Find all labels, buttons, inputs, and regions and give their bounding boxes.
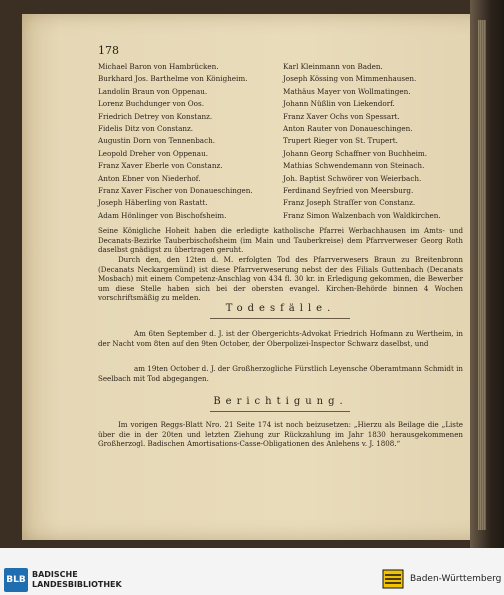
paragraph-berichtigung: Im vorigen Reggs-Blatt Nro. 21 Seite 174 ist noch beizusetzen: „Hierzu als Beilage die „Liste über die in der 20ten und letzten Ziehung zur Rückzahlung im Jahr 1830 herausgekommenen Großherzogl. Badischen Amortisations-Casse-Obligationen des Anlehens v. J. 1808.“ (98, 420, 463, 449)
name-row (98, 161, 463, 173)
library-name-line1: BADISCHE (32, 570, 78, 579)
name-right: Franz Simon Walzenbach von Waldkirchen. (283, 210, 441, 220)
divider (210, 411, 350, 412)
name-right: Trupert Rieger von St. Trupert. (283, 136, 398, 146)
name-left: Adam Hönlinger von Bischofsheim. (98, 210, 227, 220)
name-left: Franz Xaver Eberle von Constanz. (98, 161, 223, 171)
name-left: Burkhard Jos. Barthelme von Königheim. (98, 74, 248, 84)
name-row (98, 211, 463, 223)
heading-todesfaelle: Todesfälle. (225, 303, 336, 314)
heading-berichtigung: Berichtigung. (213, 396, 348, 407)
name-row (98, 186, 463, 198)
name-left: Leopold Dreher von Oppenau. (98, 148, 208, 158)
divider (210, 318, 350, 319)
name-left: Friedrich Detrey von Konstanz. (98, 111, 213, 121)
name-left: Franz Xaver Fischer von Donaueschingen. (98, 185, 253, 195)
library-name-line2: LANDESBIBLIOTHEK (32, 580, 122, 589)
name-row (98, 174, 463, 186)
name-row (98, 74, 463, 86)
name-right: Karl Kleinmann von Baden. (283, 62, 383, 71)
name-right: Joh. Baptist Schwörer von Weierbach. (283, 173, 422, 183)
paragraph-tod-pfarrverweser: Durch den, den 12ten d. M. erfolgten Tod des Pfarrverwesers Braun zu Breitenbronn (Decanats Neckargemünd) ist diese Pfarrverweserung nebst der des Filials Guttenbach (Decanats Mosbach) mit einem Competenz-Anschlag von 434 fl. 30 kr. in Erledigung gekommen, die Bewerber um diese Stelle haben sich bei der obersten evangel. Kirchen-Behörde binnen 4 Wochen vorschriftsmäßig zu melden. (98, 255, 463, 303)
name-right: Mathias Schwendemann von Steinach. (283, 161, 425, 171)
name-right: Anton Rauter von Donaueschingen. (283, 123, 413, 133)
name-row (98, 87, 463, 99)
name-left: Joseph Häberling von Rastatt. (98, 198, 208, 208)
name-right: Ferdinand Seyfried von Meersburg. (283, 185, 414, 195)
name-row (98, 112, 463, 124)
name-row (98, 62, 463, 74)
name-right: Joseph Kössing von Mimmenhausen. (283, 74, 417, 84)
name-row (98, 124, 463, 136)
name-left: Landolin Braun von Oppenau. (98, 86, 208, 96)
name-right: Johann Nüßlin von Liekendorf. (283, 99, 395, 109)
name-left: Augustin Dorn von Tennenbach. (98, 136, 216, 146)
baden-wuerttemberg-crest-icon (380, 568, 406, 590)
name-row (98, 99, 463, 111)
name-right: Johann Georg Schaffner von Buchheim. (283, 148, 428, 158)
paragraph-todesfall-1: Am 6ten September d. J. ist der Obergerichts-Advokat Friedrich Hofmann zu Wertheim, in der Nacht vom 8ten auf den 9ten October, der Oberpolizei-Inspector Schwarz daselbst, und (98, 329, 463, 348)
name-row (98, 149, 463, 161)
name-right: Franz Xaver Ochs von Spessart. (283, 111, 400, 121)
state-name: Baden-Württemberg (410, 574, 502, 584)
name-left: Fidelis Ditz von Constanz. (98, 123, 194, 133)
name-right: Franz Joseph Straſſer von Constanz. (283, 198, 416, 208)
name-right: Mathäus Mayer von Wollmatingen. (283, 86, 411, 96)
paragraph-pfarrei: Seine Königliche Hoheit haben die erledigte katholische Pfarrei Werbachhausen im Amts- und Decanats-Bezirke Tauberbischofsheim (im Main und Tauberkreise) dem Pfarrverweser Georg Roth daselbst gnädigst zu übertragen geruht. (98, 226, 463, 255)
page-number: 178 (98, 44, 119, 57)
blb-logo-icon[interactable]: BLB (4, 568, 28, 592)
name-left: Anton Ebner von Niederhof. (98, 173, 201, 183)
name-row (98, 198, 463, 210)
name-row (98, 136, 463, 148)
book-spine (470, 0, 504, 548)
name-list (98, 62, 463, 223)
page-edges (478, 20, 486, 530)
name-left: Lorenz Buchdunger von Oos. (98, 99, 204, 109)
paragraph-todesfall-2: am 19ten October d. J. der Großherzogliche Fürstlich Leyensche Oberamtmann Schmidt in Seelbach mit Tod abgegangen. (98, 364, 463, 383)
name-left: Michael Baron von Hambrücken. (98, 62, 219, 71)
